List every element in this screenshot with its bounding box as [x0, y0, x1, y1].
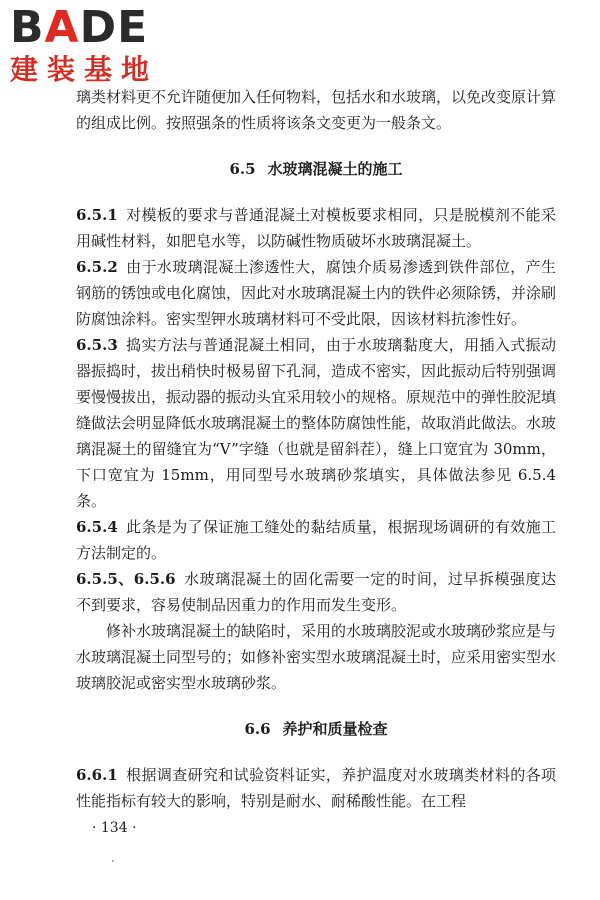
logo-subtitle: 建装基地: [10, 53, 159, 86]
clause-6-5-4: [76, 514, 556, 566]
clause-number: 6.5.4: [76, 518, 118, 536]
clause-number: 6.5.5、6.5.6: [76, 570, 176, 588]
clause-number: 6.5.2: [76, 258, 118, 276]
clause-number: 6.5.3: [76, 336, 118, 354]
clause-6-5-2: [76, 254, 556, 332]
clause-text: 根据调查研究和试验资料证实，养护温度对水玻璃类材料的各项性能指标有较大的影响，特别是耐水、耐稀酸性能。在工程: [76, 766, 556, 810]
clause-number: 6.6.1: [76, 766, 118, 784]
clause-text: 水玻璃混凝土的固化需要一定的时间，过早拆模强度达不到要求，容易使制品因重力的作用而发生变形。: [76, 570, 556, 614]
paragraph-text: 修补水玻璃混凝土的缺陷时，采用的水玻璃胶泥或水玻璃砂浆应是与水玻璃混凝土同型号的；如修补密实型水玻璃混凝土时，应采用密实型水玻璃胶泥或密实型水玻璃砂浆。: [76, 622, 557, 692]
clause-text: 由于水玻璃混凝土渗透性大，腐蚀介质易渗透到铁件部位，产生钢筋的锈蚀或电化腐蚀，因此对水玻璃混凝土内的铁件必须除锈，并涂刷防腐蚀涂料。密实型钾水玻璃材料可不受此限，因该材料抗渗性好。: [76, 258, 557, 328]
paragraph-intro: [76, 84, 556, 136]
page-number: · 134 ·: [92, 820, 137, 836]
clause-6-5-3: [76, 332, 556, 514]
section-number: 6.5: [229, 160, 256, 178]
logo-letters-de: DE: [79, 2, 149, 53]
section-heading-6-5: [76, 156, 556, 182]
section-heading-6-6: [76, 716, 556, 742]
logo-letter-b: B: [10, 2, 45, 53]
clause-6-5-5: [76, 566, 556, 618]
document-body: [76, 84, 556, 814]
clause-6-5-1: [76, 202, 556, 254]
clause-text: 对模板的要求与普通混凝土对模板要求相同，只是脱模剂不能采用碱性材料，如肥皂水等，以防碱性物质破坏水玻璃混凝土。: [76, 206, 556, 250]
section-title: 水玻璃混凝土的施工: [267, 160, 403, 178]
paragraph-repair: [76, 618, 556, 696]
section-title: 养护和质量检查: [282, 720, 388, 738]
paragraph-text: 璃类材料更不允许随便加入任何物料，包括水和水玻璃，以免改变原计算的组成比例。按照强条的性质将该条文变更为一般条文。: [76, 88, 557, 132]
clause-number: 6.5.1: [76, 206, 118, 224]
clause-text: 捣实方法与普通混凝土相同，由于水玻璃黏度大，用插入式振动器振捣时，拔出稍快时极易留下孔洞，造成不密实，因此振动后特别强调要慢慢拔出，振动器的振动头宜采用较小的规格。原规范中的弹性胶泥填缝做法会明显降低水玻璃混凝土的整体防腐蚀性能，故取消此做法。水玻璃混凝土的留缝宜为“V”字缝（也就是留斜茬），缝上口宽宜为 30mm，下口宽宜为 15mm，用同型号水玻璃砂浆填实，具体做法参见 6.5.4 条。: [76, 336, 557, 510]
scan-speck: [112, 860, 114, 862]
clause-text: 此条是为了保证施工缝处的黏结质量，根据现场调研的有效施工方法制定的。: [76, 518, 556, 562]
section-number: 6.6: [244, 720, 271, 738]
logo: [10, 2, 180, 90]
clause-6-6-1: [76, 762, 556, 814]
logo-wordmark: [10, 2, 180, 53]
logo-letter-a: A: [44, 2, 80, 53]
